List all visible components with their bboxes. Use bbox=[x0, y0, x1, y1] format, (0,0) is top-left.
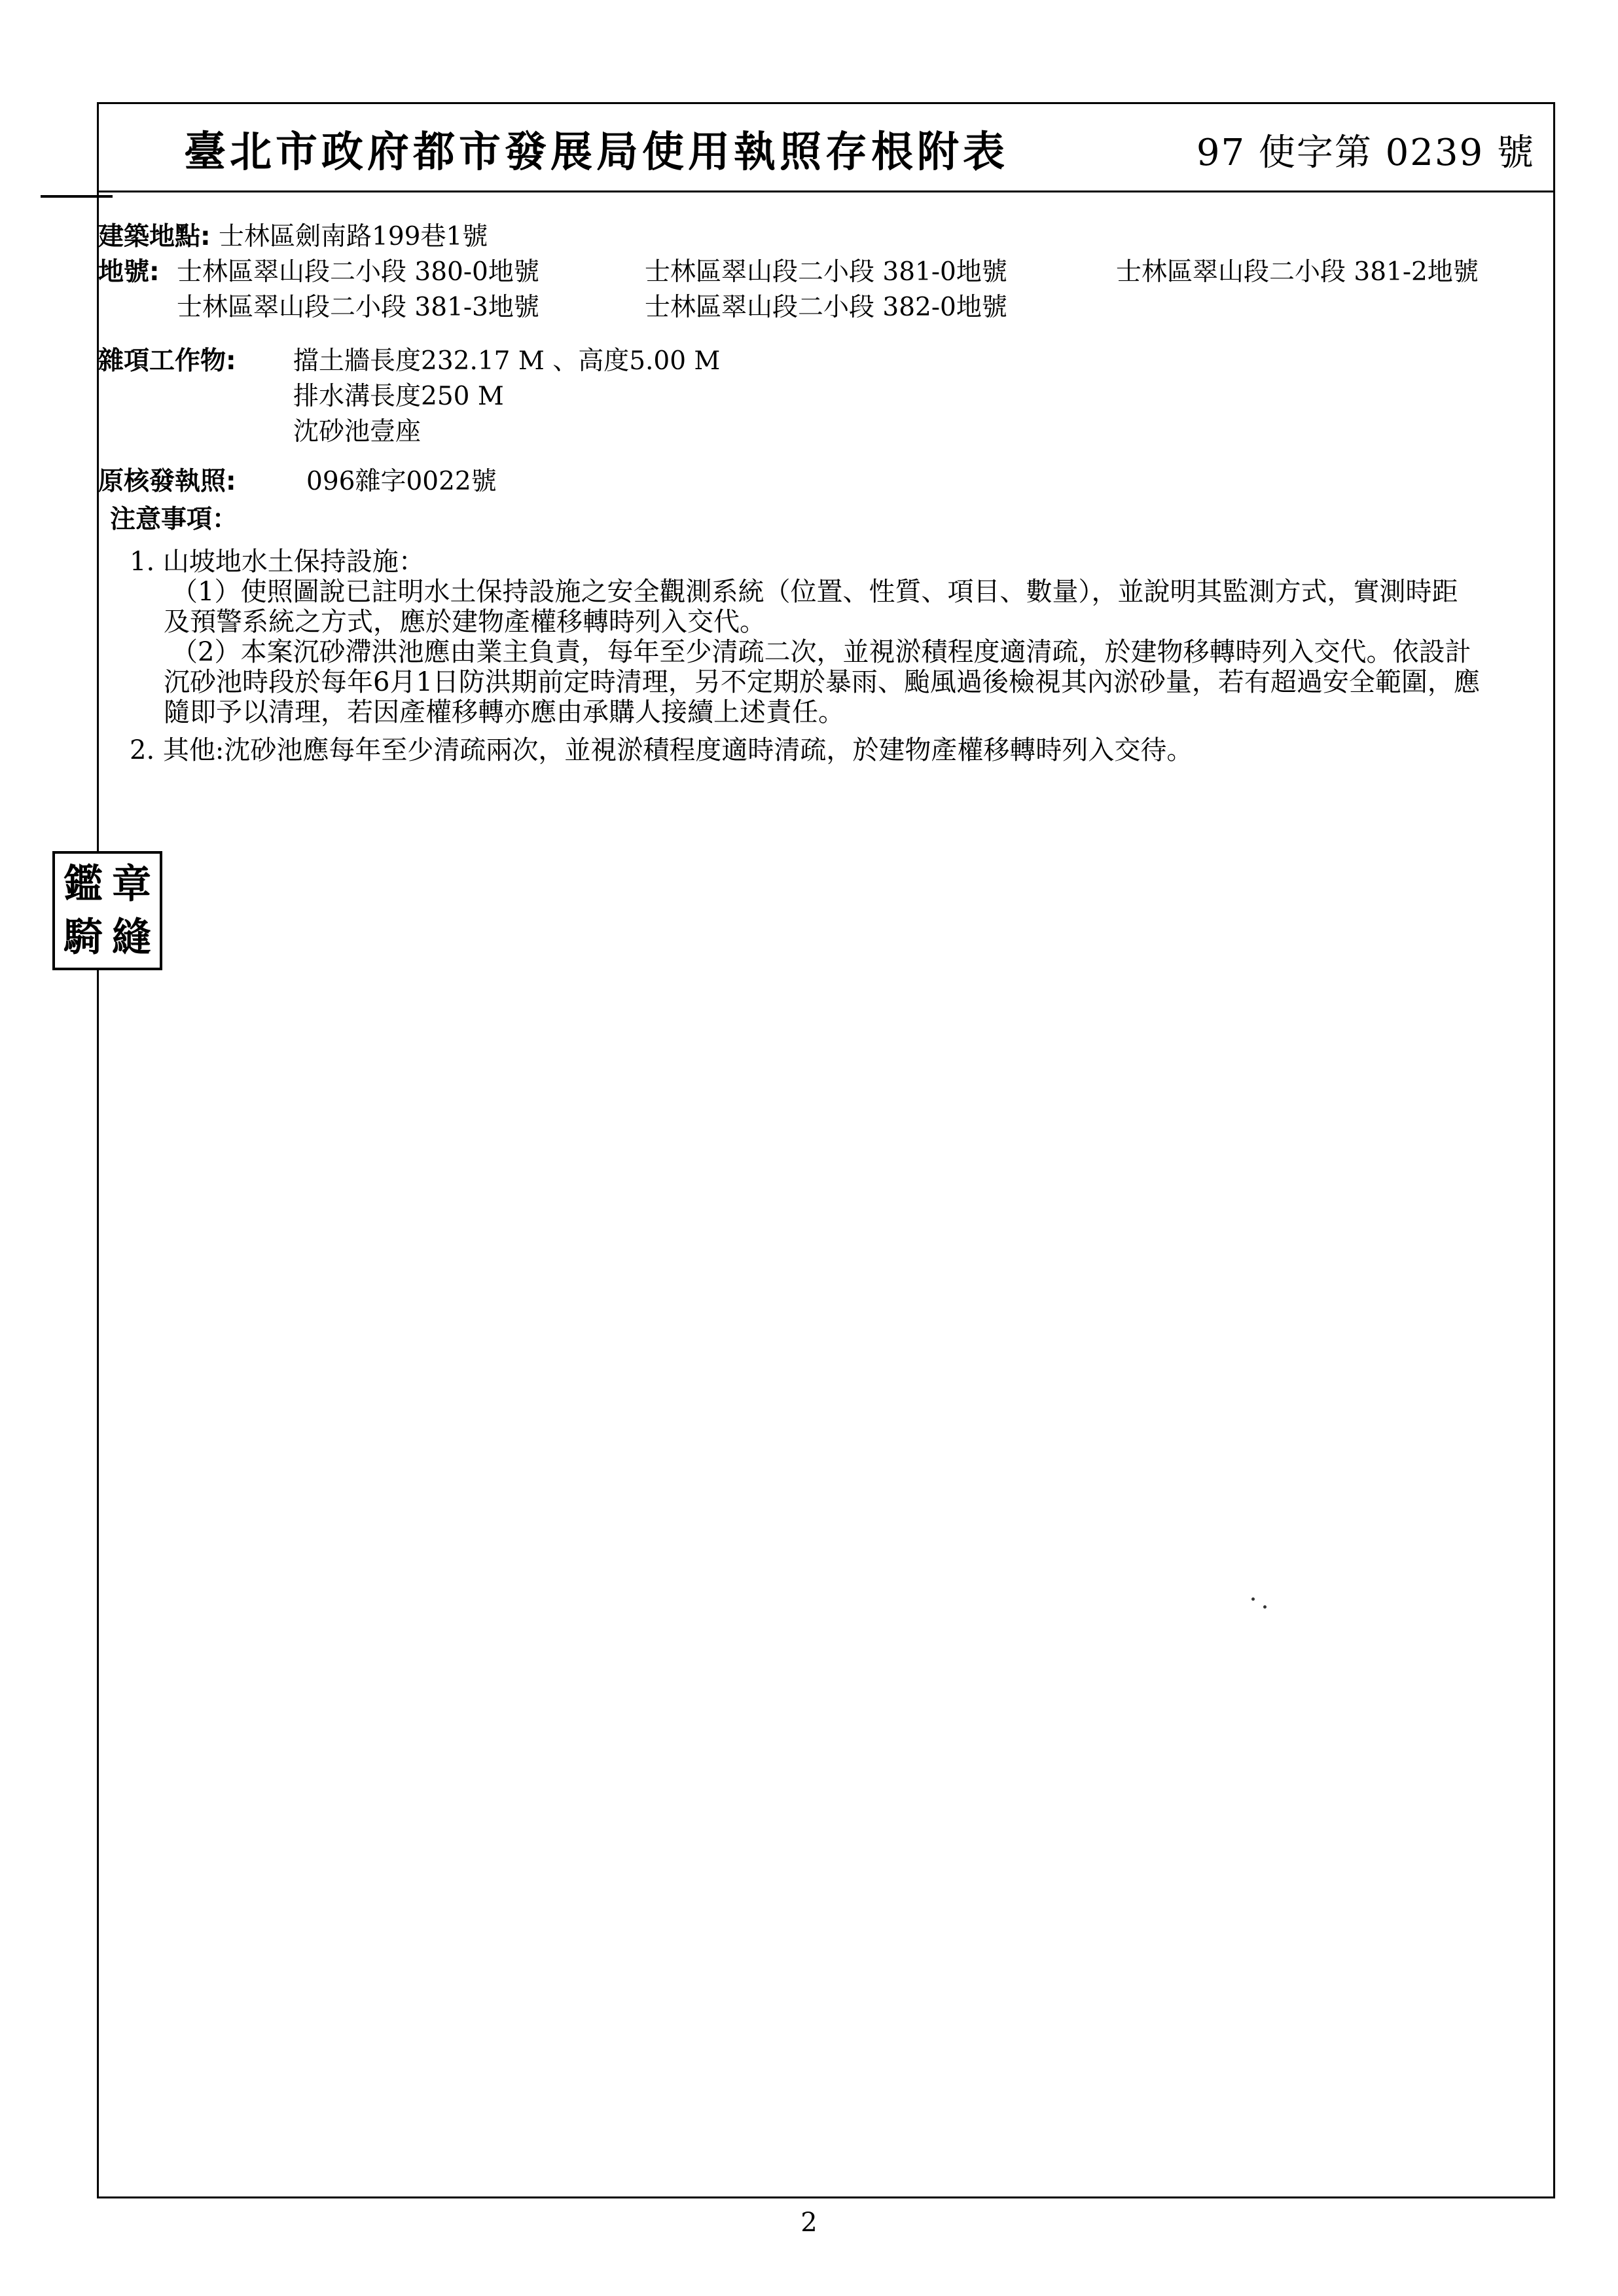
lot-number-item: 士林區翠山段二小段 381-2地號 bbox=[1116, 257, 1479, 287]
note-line: 沉砂池時段於每年6月1日防洪期前定時清理，另不定期於暴雨、颱風過後檢視其內淤砂量，若有超過安全範圍，應 bbox=[164, 667, 1480, 697]
lot-numbers-label: 地號: bbox=[98, 257, 160, 287]
building-location-value: 士林區劍南路199巷1號 bbox=[219, 222, 488, 251]
original-permit-label: 原核發執照: bbox=[98, 467, 236, 496]
seal-char: 鑑 bbox=[63, 861, 103, 907]
note-line: （2）本案沉砂滯洪池應由業主負責，每年至少清疏二次，並視淤積程度適清疏，於建物移轉時列入交代。依設計 bbox=[171, 637, 1471, 667]
lot-number-item: 士林區翠山段二小段 381-0地號 bbox=[645, 257, 1007, 287]
misc-work-item: 擋土牆長度232.17 M 、高度5.00 M bbox=[293, 346, 721, 376]
original-permit-value: 096雜字0022號 bbox=[306, 467, 497, 496]
building-location-row bbox=[98, 221, 488, 253]
lot-number-item: 士林區翠山段二小段 380-0地號 bbox=[177, 257, 539, 287]
page-number: 2 bbox=[800, 2208, 818, 2238]
permit-number: 97 使字第 0239 號 bbox=[1196, 132, 1535, 174]
scan-speck bbox=[1251, 1597, 1255, 1601]
notes-label: 注意事項： bbox=[110, 505, 238, 534]
document-title: 臺北市政府都市發展局使用執照存根附表 bbox=[184, 128, 1009, 177]
seal-stamp bbox=[52, 851, 162, 970]
seal-char: 章 bbox=[112, 861, 151, 907]
misc-work-item: 排水溝長度250 M bbox=[293, 382, 504, 411]
building-location-label: 建築地點: bbox=[98, 222, 211, 251]
lot-number-item: 士林區翠山段二小段 382-0地號 bbox=[645, 293, 1007, 322]
lot-number-item: 士林區翠山段二小段 381-3地號 bbox=[177, 293, 539, 322]
note-line: 及預警系統之方式，應於建物產權移轉時列入交代。 bbox=[164, 607, 766, 637]
scan-speck bbox=[1263, 1605, 1267, 1609]
note-line: 1. 山坡地水土保持設施： bbox=[130, 547, 425, 577]
title-row bbox=[99, 104, 1553, 192]
margin-mark bbox=[41, 195, 113, 198]
misc-works-label: 雜項工作物: bbox=[98, 346, 236, 376]
note-line: 2. 其他:沈砂池應每年至少清疏兩次，並視淤積程度適時清疏，於建物產權移轉時列入交待。 bbox=[130, 735, 1193, 765]
seal-char: 騎 bbox=[63, 914, 103, 960]
note-line: 隨即予以清理，若因產權移轉亦應由承購人接續上述責任。 bbox=[164, 697, 844, 727]
seal-char: 縫 bbox=[112, 914, 151, 960]
note-line: （1）使照圖說已註明水土保持設施之安全觀測系統（位置、性質、項目、數量），並說明其監測方式，實測時距 bbox=[171, 577, 1458, 607]
misc-work-item: 沈砂池壹座 bbox=[293, 417, 422, 446]
